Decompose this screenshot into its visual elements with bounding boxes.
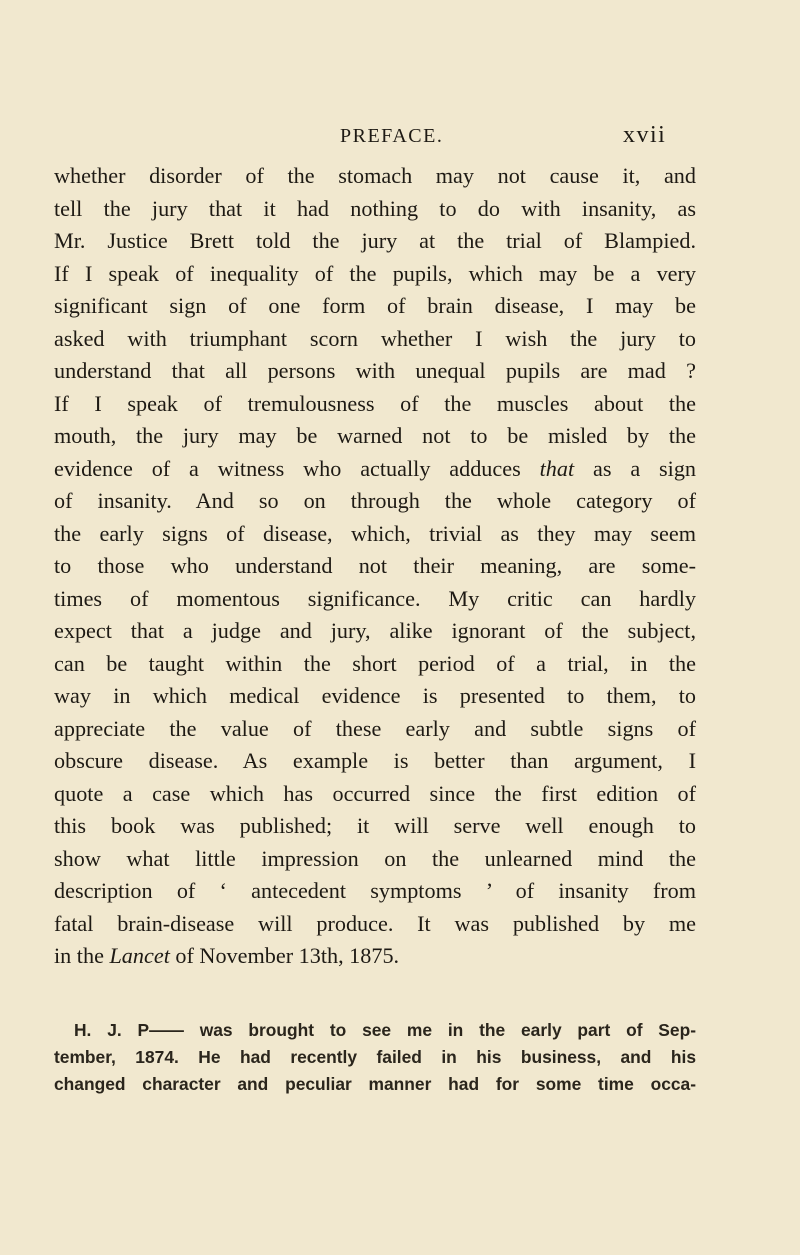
text-line: way in which medical evidence is presented to them, to bbox=[54, 683, 696, 708]
running-head bbox=[0, 122, 800, 152]
italic-word: Lancet bbox=[109, 943, 170, 968]
text-line: significant sign of one form of brain disease, I may be bbox=[54, 293, 696, 318]
case-quotation bbox=[54, 1017, 696, 1098]
text-line: whether disorder of the stomach may not cause it, and bbox=[54, 163, 696, 188]
text-line: mouth, the jury may be warned not to be misled by the bbox=[54, 423, 696, 448]
text-line: If I speak of inequality of the pupils, which may be a very bbox=[54, 260, 696, 286]
quote-line: changed character and peculiar manner had for some time occa- bbox=[54, 1074, 696, 1094]
text-line: show what little impression on the unlearned mind the bbox=[54, 845, 696, 871]
text-line bbox=[54, 940, 696, 973]
text-line: obscure disease. As example is better than argument, I bbox=[54, 748, 696, 773]
running-title: PREFACE. bbox=[340, 125, 444, 147]
body-text bbox=[54, 160, 696, 973]
text-line: understand that all persons with unequal pupils are mad ? bbox=[54, 358, 696, 383]
text-line: description of ‘ antecedent symptoms ’ of insanity from bbox=[54, 878, 696, 903]
text-line: Mr. Justice Brett told the jury at the trial of Blampied. bbox=[54, 228, 696, 253]
text-line: the early signs of disease, which, trivial as they may seem bbox=[54, 520, 696, 546]
text-line bbox=[54, 453, 696, 486]
text-fragment: as a sign bbox=[592, 455, 697, 481]
page-number: xvii bbox=[623, 122, 667, 148]
italic-word: that bbox=[539, 455, 575, 481]
text-line: of insanity. And so on through the whole category of bbox=[54, 488, 696, 513]
text-line: asked with triumphant scorn whether I wish the jury to bbox=[54, 325, 696, 351]
text-line: can be taught within the short period of a trial, in the bbox=[54, 650, 696, 676]
text-line: this book was published; it will serve well enough to bbox=[54, 813, 696, 838]
text-fragment: evidence of a witness who actually adduces bbox=[54, 455, 521, 481]
text-line: fatal brain-disease will produce. It was published by me bbox=[54, 910, 696, 936]
quote-line: tember, 1874. He had recently failed in his business, and his bbox=[54, 1047, 696, 1067]
quote-line: H. J. P—— was brought to see me in the early part of Sep- bbox=[74, 1020, 696, 1040]
text-fragment: in the bbox=[54, 943, 104, 968]
text-line: quote a case which has occurred since the first edition of bbox=[54, 780, 696, 806]
text-line: times of momentous significance. My critic can hardly bbox=[54, 585, 696, 611]
text-line: If I speak of tremulousness of the muscles about the bbox=[54, 390, 696, 416]
text-line: to those who understand not their meaning, are some- bbox=[54, 553, 696, 578]
text-line: tell the jury that it had nothing to do with insanity, as bbox=[54, 195, 696, 221]
text-line: expect that a judge and jury, alike ignorant of the subject, bbox=[54, 618, 696, 643]
text-line: appreciate the value of these early and subtle signs of bbox=[54, 715, 696, 741]
text-fragment: of November 13th, 1875. bbox=[175, 943, 400, 968]
